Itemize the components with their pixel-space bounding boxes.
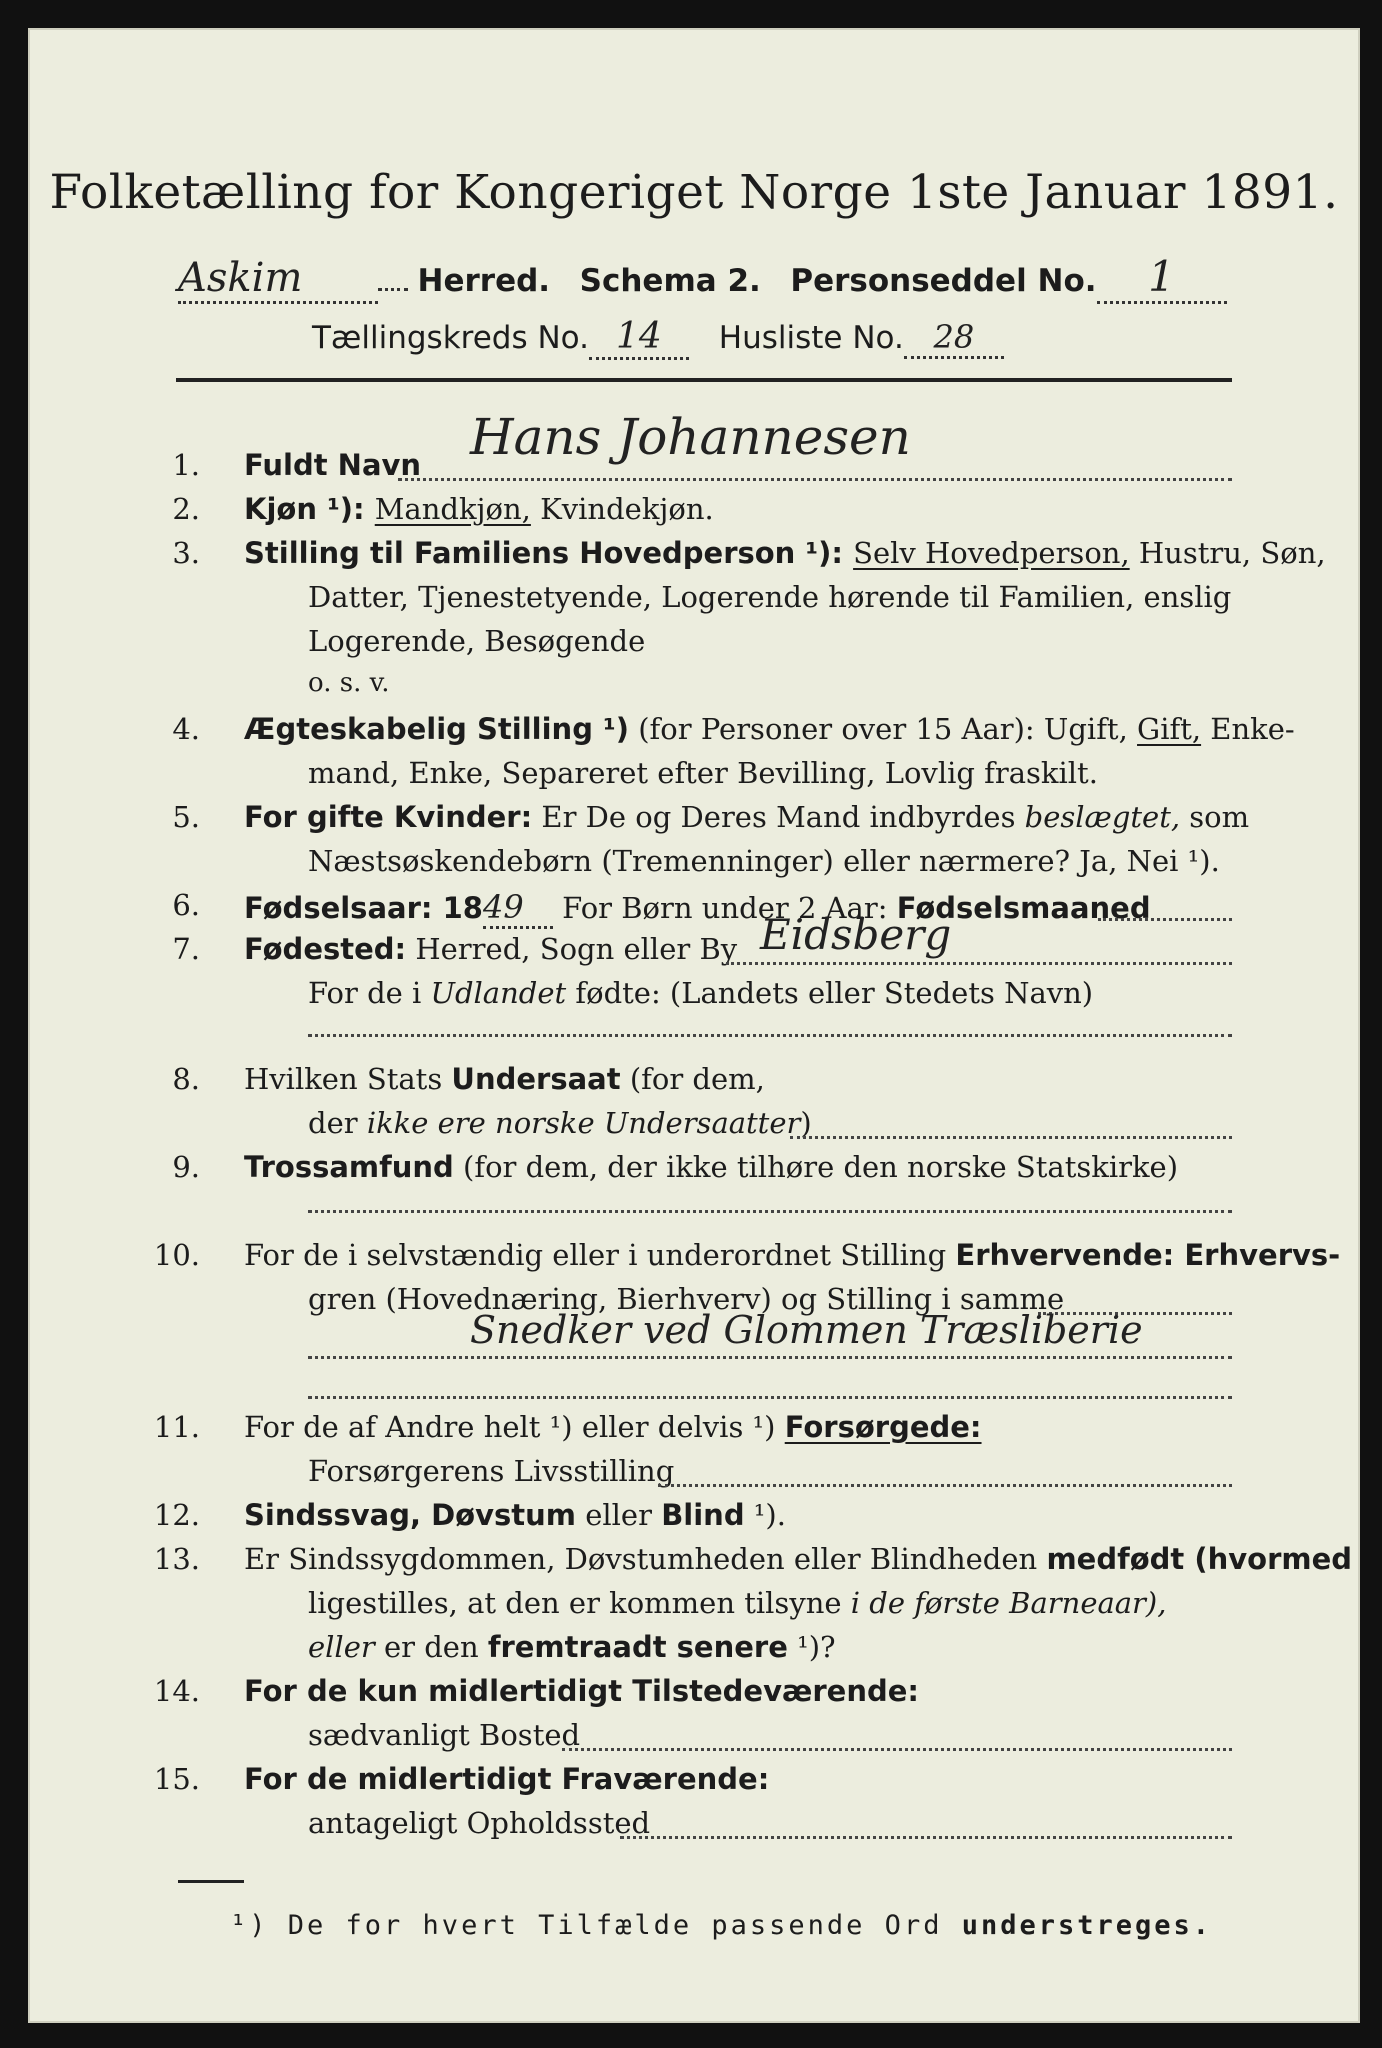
religion-line [308,1210,1232,1213]
supported-line [658,1484,1232,1487]
item-birth-year [244,888,1151,929]
birth-month-line [1098,918,1232,921]
citizenship-c: (for dem, [620,1062,765,1096]
birth-year-label: Fødselsaar: 18 [244,891,483,925]
sex-option-male: Mandkjøn, [374,492,531,526]
item-number: 2. [172,492,200,526]
item-number: 9. [172,1150,200,1184]
marital-option-married: Gift, [1137,712,1202,746]
citizenship-2b: ) [800,1106,812,1140]
birthplace-label: Fødested: [244,932,407,966]
occupation-value: Snedker ved Glommen Træsliberie [470,1308,1143,1352]
temporary-absent-line-2: antageligt Opholdssted [308,1806,651,1840]
item-number: 3. [172,536,200,570]
congenital-3b: fremtraadt senere [487,1630,788,1664]
disability-blind: Blind [661,1498,745,1532]
personseddel-label: Personseddel No. [790,263,1097,299]
birth-month-label: Fødselsmaaned [896,891,1151,925]
item-disability [244,1498,786,1532]
birthplace-text: Herred, Sogn eller By [406,932,738,966]
marital-label: Ægteskabelig Stilling ¹) [244,712,630,746]
position-option-head: Selv Hovedperson, [853,536,1130,570]
full-name-line [398,478,1232,481]
footnote-rule [178,1880,244,1883]
footnote-bold: understreges. [961,1910,1213,1941]
birthplace-abroad-it: Udlandet [430,976,567,1010]
temporary-absent-label: For de midlertidigt Fraværende: [244,1762,770,1796]
schema-label: Schema 2. [579,263,761,299]
supported-line-2: Forsørgerens Livsstilling [308,1454,675,1488]
temporary-present-label: For de kun midlertidigt Tilstedeværende: [244,1674,920,1708]
item-number: 10. [153,1238,200,1272]
item-number: 5. [172,800,200,834]
sex-option-female: Kvindekjøn. [530,492,714,526]
position-line-3: Logerende, Besøgende [308,624,646,658]
congenital-3it: eller [308,1630,375,1664]
position-line-4: o. s. v. [308,668,390,698]
temporary-present-line [562,1748,1232,1751]
religion-text: (for dem, der ikke tilhøre den norske Statskirke) [453,1150,1179,1184]
birthplace-abroad-line [308,1034,1232,1037]
citizenship-b: Undersaat [451,1062,621,1096]
disability-label: Sindssvag, Døvstum [244,1498,576,1532]
item-number: 7. [172,932,200,966]
congenital-3a: er den [374,1630,488,1664]
item-number: 8. [172,1062,200,1096]
item-citizenship [244,1062,765,1096]
item-marital [244,712,1295,746]
marital-pre: (for Personer over 15 Aar): Ugift, [629,712,1138,746]
personseddel-value: 1 [1097,252,1227,304]
congenital-line-2 [308,1586,1166,1620]
married-women-text2: som [1180,800,1250,834]
herred-line [178,252,1227,304]
item-supported [244,1410,982,1444]
citizenship-line [790,1136,1232,1139]
husliste-value: 28 [904,318,1004,359]
item-number: 11. [153,1410,200,1444]
congenital-line-3 [308,1630,836,1664]
birthplace-line [726,962,1232,965]
item-number: 6. [172,888,200,922]
position-rest: Hustru, Søn, [1129,536,1326,570]
footnote [230,1910,1212,1941]
item-number: 15. [153,1762,200,1796]
citizenship-line-2 [308,1106,812,1140]
herred-value: Askim [178,255,378,304]
supported-a: For de af Andre helt ¹) eller delvis ¹) [244,1410,785,1444]
birthplace-value: Eidsberg [760,910,952,959]
occupation-a: For de i selvstændig eller i underordnet Stilling [244,1238,956,1272]
item-birthplace [244,932,737,966]
item-number: 12. [153,1498,200,1532]
congenital-3c: ¹)? [787,1630,836,1664]
citizenship-2it: ikke ere norske Undersaatter [366,1106,801,1140]
item-sex [244,492,714,526]
marital-line-2: mand, Enke, Separeret efter Bevilling, Lovlig fraskilt. [308,756,1098,790]
item-number: 4. [172,712,200,746]
citizenship-2a: der [308,1106,367,1140]
birthplace-abroad-b: fødte: (Landets eller Stedets Navn) [566,976,1094,1010]
kreds-value: 14 [589,316,689,360]
husliste-label: Husliste No. [718,320,904,356]
full-name-value: Hans Johannesen [470,408,911,466]
item-number: 1. [172,448,200,482]
full-name-label: Fuldt Navn [244,448,422,482]
citizenship-a: Hvilken Stats [244,1062,452,1096]
married-women-text1: Er De og Deres Mand indbyrdes [532,800,1025,834]
header-rule [176,378,1232,382]
item-occupation [244,1238,1340,1272]
form-title: Folketælling for Kongeriget Norge 1ste Januar 1891. [49,165,1339,220]
birth-year-value: 49 [483,888,553,929]
married-women-label: For gifte Kvinder: [244,800,533,834]
item-religion [244,1150,1178,1184]
item-married-women [244,800,1249,834]
item-position [244,536,1326,570]
occupation-b: Erhvervende: Erhvervs- [955,1238,1341,1272]
religion-label: Trossamfund [244,1150,454,1184]
congenital-2it: i de første Barneaar), [850,1586,1167,1620]
census-form-page [28,28,1360,2023]
birth-year-mid: For Børn under 2 Aar: [552,891,897,925]
footnote-text: ¹) De for hvert Tilfælde passende Ord [230,1910,962,1941]
married-women-related: beslægtet, [1024,800,1181,834]
item-congenital [244,1542,1352,1576]
item-number: 14. [153,1674,200,1708]
temporary-present-line-2: sædvanligt Bosted [308,1718,581,1752]
position-line-2: Datter, Tjenestetyende, Logerende hørende til Familien, enslig [308,580,1232,614]
occupation-line-b [308,1396,1232,1399]
birthplace-abroad-a: For de i [308,976,431,1010]
position-label: Stilling til Familiens Hovedperson ¹): [244,536,854,570]
sex-label: Kjøn ¹): [244,492,375,526]
occupation-line-a [308,1356,1232,1359]
kreds-line [312,316,1004,360]
kreds-label: Tællingskreds No. [312,320,589,356]
item-full-name [244,448,421,482]
supported-b: Forsørgede: [784,1410,982,1444]
congenital-a: Er Sindssygdommen, Døvstumheden eller Blindheden [244,1542,1047,1576]
married-women-line-2: Næstsøskendebørn (Tremenninger) eller nærmere? Ja, Nei ¹). [308,844,1220,878]
item-number: 13. [153,1542,200,1576]
temporary-absent-line [620,1836,1232,1839]
disability-end: ¹). [744,1498,786,1532]
disability-text: eller [576,1498,662,1532]
congenital-2a: ligestilles, at den er kommen tilsyne [308,1586,851,1620]
birthplace-line-2 [308,976,1093,1010]
congenital-b: medfødt (hvormed [1046,1542,1353,1576]
marital-post: Enke- [1201,712,1295,746]
occupation-line-2: gren (Hovednæring, Bierhverv) og Stilling i samme [308,1282,1065,1316]
herred-label: Herred. [417,263,551,299]
